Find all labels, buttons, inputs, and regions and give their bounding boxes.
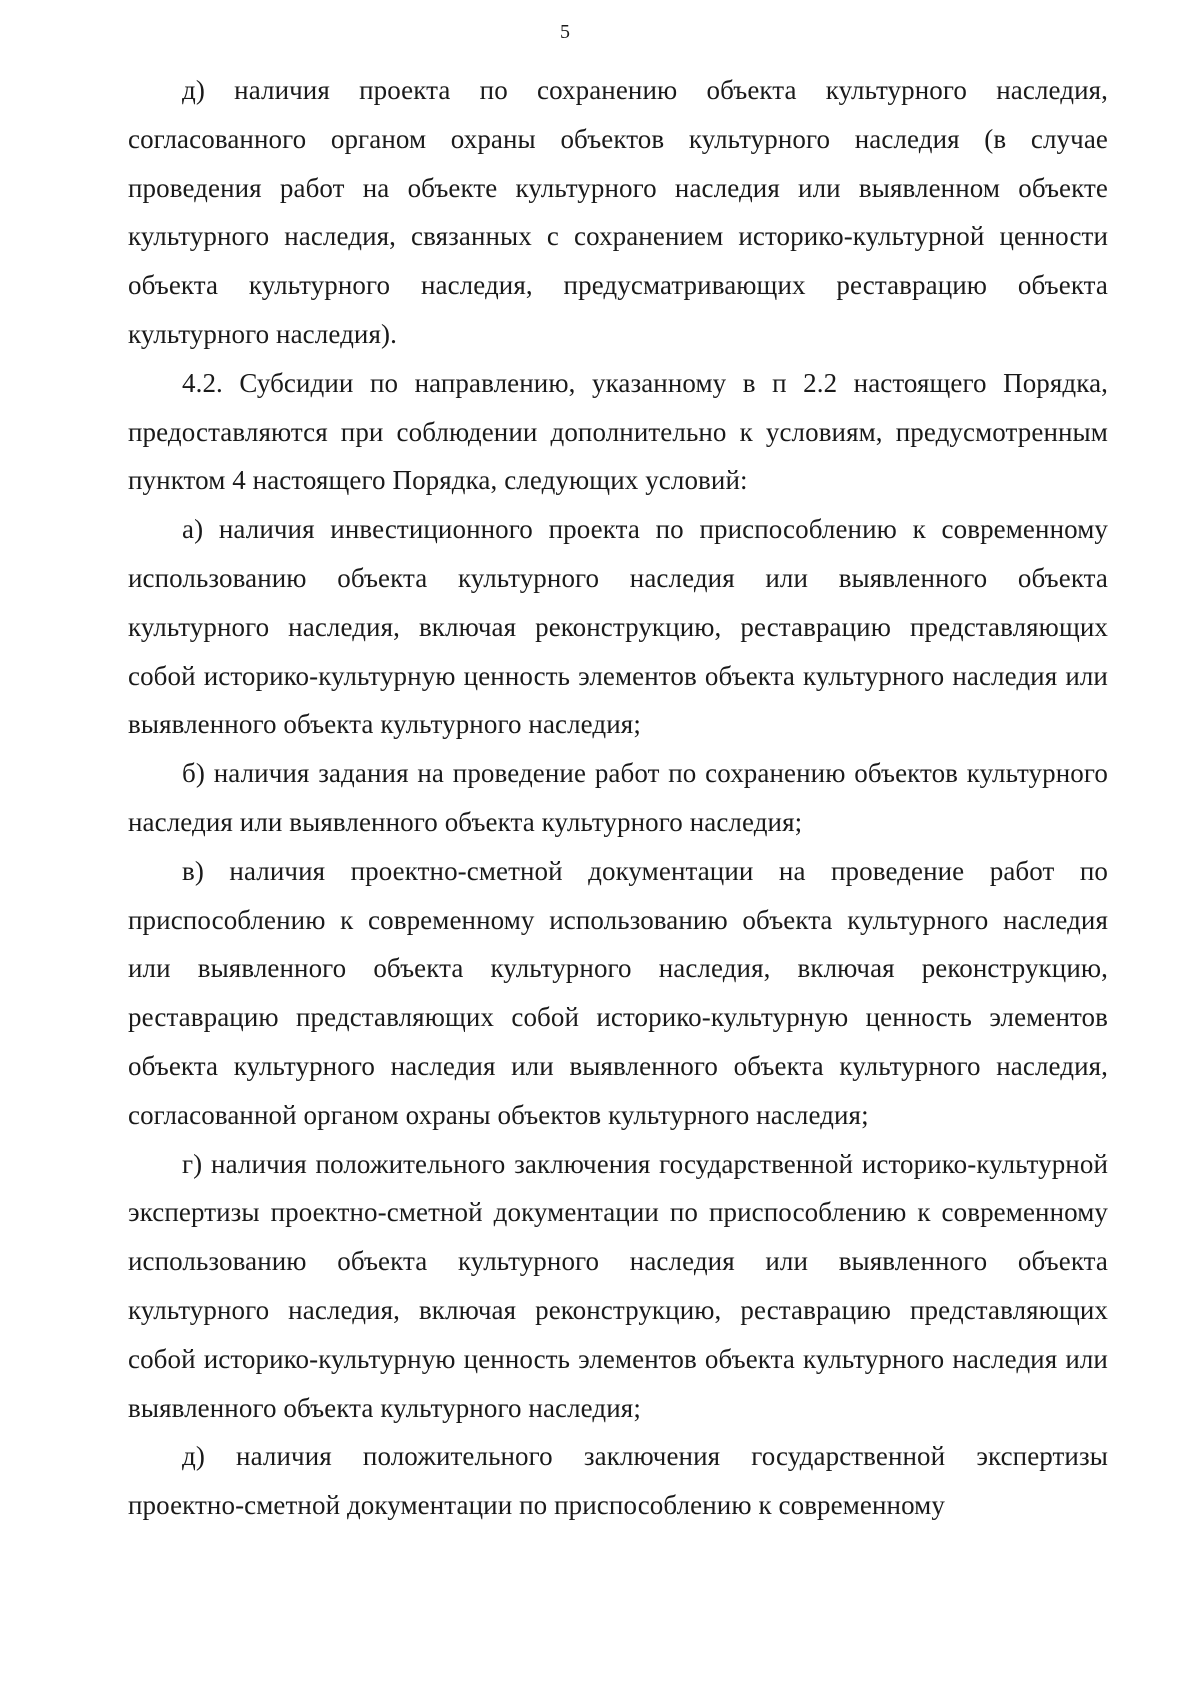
paragraph-a-investment-project: а) наличия инвестиционного проекта по приспособлению к современному использованию объекта культурного наследия или выявленного объекта культурного наследия, включая реконструкцию, реставрацию представляющих собой историко-культурную ценность элементов объекта культурного наследия или выявленного объекта культурного наследия; — [128, 514, 1108, 740]
paragraph-4-2-subsidies: 4.2. Субсидии по направлению, указанному в п 2.2 настоящего Порядка, предоставляются при соблюдении дополнительно к условиям, предусмотренным пунктом 4 настоящего Порядка, следующих условий: — [128, 367, 1108, 496]
paragraph-g-historical-expertise: г) наличия положительного заключения государственной историко-культурной экспертизы проектно-сметной документации по приспособлению к современному использованию объекта культурного наследия или выявленного объекта культурного наследия, включая реконструкцию, реставрацию представляющих собой историко-культурную ценность элементов объекта культурного наследия или выявленного объекта культурного наследия; — [128, 1148, 1108, 1423]
paragraph-d-state-expertise: д) наличия положительного заключения государственной экспертизы проектно-сметной документации по приспособлению к современному — [128, 1441, 1108, 1521]
page-number: 5 — [560, 21, 570, 43]
paragraph-v-design-documentation: в) наличия проектно-сметной документации на проведение работ по приспособлению к современному использованию объекта культурного наследия или выявленного объекта культурного наследия, включая реконструкцию, реставрацию представляющих собой историко-культурную ценность элементов объекта культурного наследия или выявленного объекта культурного наследия, согласованной органом охраны объектов культурного наследия; — [128, 855, 1108, 1130]
paragraph-d-project: д) наличия проекта по сохранению объекта культурного наследия, согласованного органом охраны объектов культурного наследия (в случае проведения работ на объекте культурного наследия или выявленном объекте культурного наследия, связанных с сохранением историко-культурной ценности объекта культурного наследия, предусматривающих реставрацию объекта культурного наследия). — [128, 75, 1108, 349]
document-body — [128, 66, 1108, 1530]
paragraph-b-work-assignment: б) наличия задания на проведение работ по сохранению объектов культурного наследия или выявленного объекта культурного наследия; — [128, 758, 1108, 837]
